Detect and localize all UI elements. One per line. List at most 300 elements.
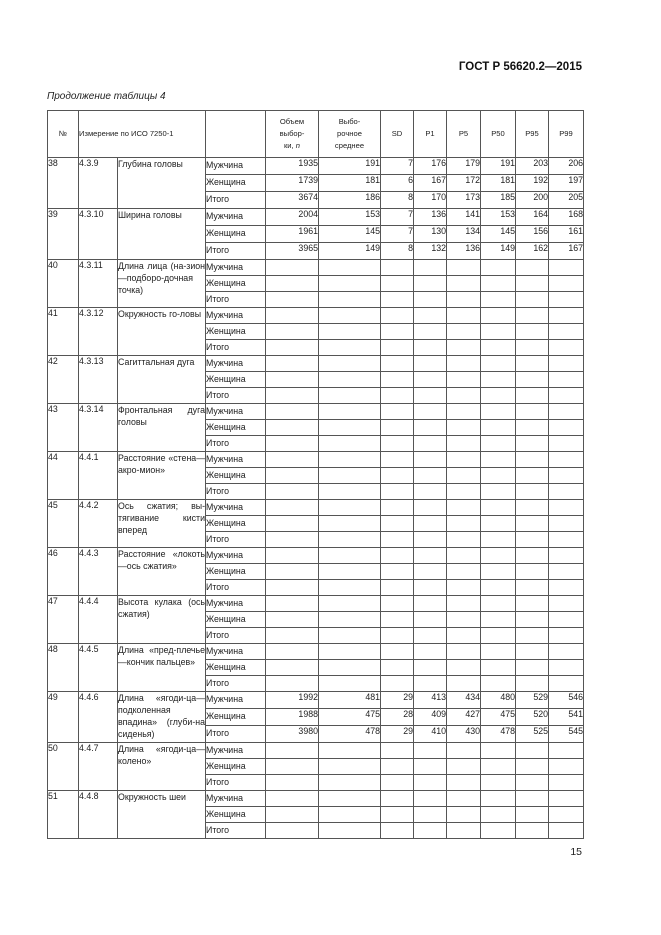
value-mean <box>319 260 381 276</box>
value-mean: 149 <box>319 243 381 260</box>
sex-group: Мужчина <box>206 644 266 660</box>
value-p99 <box>549 356 584 372</box>
value-p50 <box>481 660 516 676</box>
value-p99 <box>549 775 584 791</box>
table-header-row <box>48 111 584 158</box>
value-sd: 8 <box>381 192 414 209</box>
measurement-name: Длина «ягоди-ца—подколенная впадина» (глуби-на сиденья) <box>118 692 206 743</box>
value-p50 <box>481 276 516 292</box>
value-p99 <box>549 612 584 628</box>
value-p95 <box>516 644 549 660</box>
value-p5 <box>447 759 481 775</box>
value-n <box>266 612 319 628</box>
value-n <box>266 743 319 759</box>
value-p50 <box>481 807 516 823</box>
table-caption: Продолжение таблицы 4 <box>47 91 166 102</box>
value-p95 <box>516 468 549 484</box>
value-mean <box>319 484 381 500</box>
col-header-sex <box>206 111 266 158</box>
table-row <box>48 548 584 564</box>
value-p1 <box>414 580 447 596</box>
sex-group: Женщина <box>206 372 266 388</box>
iso-code: 4.3.10 <box>79 209 118 260</box>
value-p5 <box>447 807 481 823</box>
sex-group: Мужчина <box>206 404 266 420</box>
value-sd <box>381 564 414 580</box>
value-p5 <box>447 548 481 564</box>
col-header-p99: P99 <box>549 111 584 158</box>
value-p50 <box>481 324 516 340</box>
value-sd <box>381 372 414 388</box>
value-n <box>266 308 319 324</box>
col-header-measurement: Измерение по ИСО 7250-1 <box>79 111 206 158</box>
value-p1: 130 <box>414 226 447 243</box>
value-p5 <box>447 388 481 404</box>
value-p5 <box>447 580 481 596</box>
value-p1 <box>414 468 447 484</box>
value-p5: 136 <box>447 243 481 260</box>
measurement-name: Окружность го-ловы <box>118 308 206 356</box>
value-p5 <box>447 612 481 628</box>
col-header-sd: SD <box>381 111 414 158</box>
value-mean <box>319 775 381 791</box>
value-mean <box>319 452 381 468</box>
table-row <box>48 596 584 612</box>
col-header-p95: P95 <box>516 111 549 158</box>
value-p5: 173 <box>447 192 481 209</box>
value-p5 <box>447 484 481 500</box>
value-p99 <box>549 628 584 644</box>
value-p5 <box>447 260 481 276</box>
measurement-name: Расстояние «локоть—ось сжатия» <box>118 548 206 596</box>
value-mean: 186 <box>319 192 381 209</box>
value-sd <box>381 660 414 676</box>
value-p1 <box>414 660 447 676</box>
value-p95 <box>516 356 549 372</box>
sex-group: Мужчина <box>206 260 266 276</box>
value-p50 <box>481 292 516 308</box>
sex-group: Итого <box>206 823 266 839</box>
iso-code: 4.3.11 <box>79 260 118 308</box>
value-p99 <box>549 420 584 436</box>
value-p50 <box>481 308 516 324</box>
value-mean <box>319 612 381 628</box>
value-p99 <box>549 532 584 548</box>
measurement-name: Сагиттальная дуга <box>118 356 206 404</box>
value-p1 <box>414 548 447 564</box>
value-p1 <box>414 743 447 759</box>
value-p99 <box>549 596 584 612</box>
iso-code: 4.3.9 <box>79 158 118 209</box>
value-sd: 28 <box>381 709 414 726</box>
value-p5 <box>447 452 481 468</box>
value-sd <box>381 340 414 356</box>
value-p1 <box>414 628 447 644</box>
value-p95: 162 <box>516 243 549 260</box>
row-number: 43 <box>48 404 79 452</box>
value-p1 <box>414 292 447 308</box>
value-p1: 176 <box>414 158 447 175</box>
col-header-sample-mean-line: Выбо- <box>338 117 361 126</box>
value-p1 <box>414 388 447 404</box>
table-row <box>48 209 584 226</box>
measurement-name: Высота кулака (ось сжатия) <box>118 596 206 644</box>
sex-group: Итого <box>206 628 266 644</box>
value-sd <box>381 775 414 791</box>
value-sd <box>381 436 414 452</box>
value-p95 <box>516 436 549 452</box>
value-p1 <box>414 436 447 452</box>
sex-group: Мужчина <box>206 500 266 516</box>
value-p50: 181 <box>481 175 516 192</box>
col-header-sample-size-line: ки, n <box>283 141 301 150</box>
value-p50 <box>481 468 516 484</box>
value-mean: 191 <box>319 158 381 175</box>
iso-code: 4.4.3 <box>79 548 118 596</box>
value-p50 <box>481 436 516 452</box>
value-p1 <box>414 807 447 823</box>
value-p95 <box>516 516 549 532</box>
value-p1 <box>414 484 447 500</box>
sex-group: Женщина <box>206 759 266 775</box>
value-p99 <box>549 260 584 276</box>
value-n <box>266 759 319 775</box>
sex-group: Итого <box>206 340 266 356</box>
value-p1 <box>414 644 447 660</box>
value-p5: 427 <box>447 709 481 726</box>
value-mean <box>319 500 381 516</box>
value-p95 <box>516 548 549 564</box>
value-p50 <box>481 532 516 548</box>
value-mean: 153 <box>319 209 381 226</box>
value-mean <box>319 532 381 548</box>
value-p1 <box>414 276 447 292</box>
iso-code: 4.4.6 <box>79 692 118 743</box>
value-p50 <box>481 775 516 791</box>
value-p99 <box>549 807 584 823</box>
sex-group: Итого <box>206 484 266 500</box>
value-p1 <box>414 324 447 340</box>
row-number: 46 <box>48 548 79 596</box>
value-p1 <box>414 372 447 388</box>
value-p50: 145 <box>481 226 516 243</box>
value-p1 <box>414 676 447 692</box>
value-sd: 29 <box>381 726 414 743</box>
value-n <box>266 484 319 500</box>
value-n <box>266 823 319 839</box>
value-sd <box>381 807 414 823</box>
iso-code: 4.4.5 <box>79 644 118 692</box>
sex-group: Мужчина <box>206 692 266 709</box>
value-mean <box>319 308 381 324</box>
value-p1 <box>414 612 447 628</box>
value-sd <box>381 516 414 532</box>
value-p99 <box>549 388 584 404</box>
value-mean <box>319 676 381 692</box>
value-p99: 205 <box>549 192 584 209</box>
value-p95 <box>516 628 549 644</box>
value-p5 <box>447 516 481 532</box>
value-p50 <box>481 596 516 612</box>
table-row <box>48 260 584 276</box>
value-n <box>266 628 319 644</box>
value-sd <box>381 644 414 660</box>
value-p5 <box>447 743 481 759</box>
sex-group: Мужчина <box>206 308 266 324</box>
value-p95: 156 <box>516 226 549 243</box>
value-p95 <box>516 759 549 775</box>
measurement-name: Ширина головы <box>118 209 206 260</box>
value-p95 <box>516 580 549 596</box>
value-p95 <box>516 500 549 516</box>
table-row <box>48 308 584 324</box>
value-mean <box>319 436 381 452</box>
table-row <box>48 356 584 372</box>
value-sd <box>381 388 414 404</box>
value-p1 <box>414 452 447 468</box>
value-p5 <box>447 372 481 388</box>
value-sd: 8 <box>381 243 414 260</box>
value-mean <box>319 759 381 775</box>
value-p1 <box>414 340 447 356</box>
value-p50 <box>481 580 516 596</box>
value-p5 <box>447 823 481 839</box>
value-p99 <box>549 276 584 292</box>
value-n <box>266 276 319 292</box>
value-mean <box>319 564 381 580</box>
value-mean <box>319 388 381 404</box>
value-p50: 153 <box>481 209 516 226</box>
value-sd <box>381 548 414 564</box>
value-p5 <box>447 308 481 324</box>
value-n <box>266 468 319 484</box>
value-p99 <box>549 516 584 532</box>
value-p95 <box>516 791 549 807</box>
sex-group: Женщина <box>206 807 266 823</box>
value-sd <box>381 260 414 276</box>
sex-group: Женщина <box>206 516 266 532</box>
row-number: 47 <box>48 596 79 644</box>
row-number: 38 <box>48 158 79 209</box>
value-p1 <box>414 308 447 324</box>
value-sd <box>381 292 414 308</box>
value-p50 <box>481 340 516 356</box>
sex-group: Женщина <box>206 709 266 726</box>
sex-group: Женщина <box>206 660 266 676</box>
value-n <box>266 292 319 308</box>
value-mean <box>319 324 381 340</box>
value-p5 <box>447 292 481 308</box>
value-p1 <box>414 791 447 807</box>
value-sd <box>381 676 414 692</box>
value-p95 <box>516 324 549 340</box>
value-p50 <box>481 644 516 660</box>
sex-group: Мужчина <box>206 791 266 807</box>
value-sd <box>381 791 414 807</box>
value-p99: 546 <box>549 692 584 709</box>
value-p99 <box>549 308 584 324</box>
row-number: 50 <box>48 743 79 791</box>
value-p1 <box>414 516 447 532</box>
value-mean <box>319 340 381 356</box>
value-sd <box>381 596 414 612</box>
value-sd <box>381 356 414 372</box>
value-n <box>266 580 319 596</box>
iso-code: 4.3.13 <box>79 356 118 404</box>
value-p95 <box>516 564 549 580</box>
value-p1 <box>414 564 447 580</box>
value-p50 <box>481 516 516 532</box>
value-n: 3980 <box>266 726 319 743</box>
row-number: 48 <box>48 644 79 692</box>
value-sd <box>381 452 414 468</box>
row-number: 44 <box>48 452 79 500</box>
measurement-name: Окружность шеи <box>118 791 206 839</box>
value-mean <box>319 791 381 807</box>
value-n <box>266 564 319 580</box>
value-p5 <box>447 468 481 484</box>
value-p95 <box>516 532 549 548</box>
value-p50 <box>481 743 516 759</box>
value-mean <box>319 468 381 484</box>
value-mean: 478 <box>319 726 381 743</box>
sex-group: Итого <box>206 192 266 209</box>
value-sd: 7 <box>381 158 414 175</box>
value-p99 <box>549 580 584 596</box>
value-mean: 145 <box>319 226 381 243</box>
value-n <box>266 340 319 356</box>
sex-group: Женщина <box>206 612 266 628</box>
value-mean <box>319 743 381 759</box>
value-p99 <box>549 340 584 356</box>
table-row <box>48 158 584 175</box>
value-p50 <box>481 628 516 644</box>
value-p50: 149 <box>481 243 516 260</box>
value-n <box>266 596 319 612</box>
value-mean <box>319 580 381 596</box>
value-mean <box>319 548 381 564</box>
value-p50 <box>481 484 516 500</box>
measurement-name: Ось сжатия; вы-тягивание кисти вперед <box>118 500 206 548</box>
value-p95: 203 <box>516 158 549 175</box>
iso-code: 4.4.7 <box>79 743 118 791</box>
value-p1 <box>414 532 447 548</box>
value-p5 <box>447 532 481 548</box>
value-sd: 6 <box>381 175 414 192</box>
col-header-sample-mean-line: среднее <box>334 141 365 150</box>
value-p95 <box>516 292 549 308</box>
value-p99 <box>549 404 584 420</box>
measurement-name: Длина «пред-плечье—кончик пальцев» <box>118 644 206 692</box>
value-n <box>266 644 319 660</box>
value-p99: 545 <box>549 726 584 743</box>
row-number: 49 <box>48 692 79 743</box>
sex-group: Мужчина <box>206 548 266 564</box>
value-p95 <box>516 612 549 628</box>
table-row <box>48 644 584 660</box>
value-p50 <box>481 404 516 420</box>
value-p5 <box>447 356 481 372</box>
sex-group: Итого <box>206 775 266 791</box>
value-p99 <box>549 564 584 580</box>
measurements-table <box>47 110 584 839</box>
value-n <box>266 516 319 532</box>
value-p50 <box>481 564 516 580</box>
value-p1 <box>414 404 447 420</box>
value-p99 <box>549 468 584 484</box>
value-p50 <box>481 356 516 372</box>
value-p50: 480 <box>481 692 516 709</box>
sex-group: Мужчина <box>206 452 266 468</box>
value-sd <box>381 420 414 436</box>
value-p99: 168 <box>549 209 584 226</box>
value-p95 <box>516 676 549 692</box>
value-mean: 181 <box>319 175 381 192</box>
value-p95: 200 <box>516 192 549 209</box>
sex-group: Мужчина <box>206 209 266 226</box>
value-p5 <box>447 436 481 452</box>
value-p95 <box>516 452 549 468</box>
sex-group: Итого <box>206 436 266 452</box>
value-sd <box>381 743 414 759</box>
value-p5: 179 <box>447 158 481 175</box>
sex-group: Женщина <box>206 324 266 340</box>
table-body <box>48 158 584 839</box>
value-p1 <box>414 500 447 516</box>
value-n <box>266 452 319 468</box>
value-p1 <box>414 420 447 436</box>
value-sd <box>381 276 414 292</box>
sex-group: Женщина <box>206 420 266 436</box>
document-standard-number: ГОСТ Р 56620.2—2015 <box>458 61 582 73</box>
sex-group: Итого <box>206 243 266 260</box>
value-n: 3674 <box>266 192 319 209</box>
sex-group: Итого <box>206 726 266 743</box>
value-p50: 191 <box>481 158 516 175</box>
value-sd <box>381 468 414 484</box>
value-p95 <box>516 308 549 324</box>
value-n <box>266 388 319 404</box>
value-p50 <box>481 420 516 436</box>
iso-code: 4.3.12 <box>79 308 118 356</box>
value-sd <box>381 324 414 340</box>
value-p95 <box>516 807 549 823</box>
value-mean: 475 <box>319 709 381 726</box>
value-mean <box>319 356 381 372</box>
value-mean <box>319 276 381 292</box>
value-sd: 7 <box>381 209 414 226</box>
value-p50 <box>481 612 516 628</box>
value-n <box>266 324 319 340</box>
value-p5: 134 <box>447 226 481 243</box>
value-n: 3965 <box>266 243 319 260</box>
value-n <box>266 775 319 791</box>
value-mean <box>319 292 381 308</box>
value-p50: 475 <box>481 709 516 726</box>
value-p95: 164 <box>516 209 549 226</box>
value-p99 <box>549 660 584 676</box>
value-p99 <box>549 436 584 452</box>
value-n <box>266 548 319 564</box>
value-sd <box>381 580 414 596</box>
sex-group: Итого <box>206 388 266 404</box>
col-header-sample-size-line: Объем <box>279 117 305 126</box>
value-p1 <box>414 260 447 276</box>
value-p95 <box>516 775 549 791</box>
value-p5: 430 <box>447 726 481 743</box>
value-mean <box>319 628 381 644</box>
value-p99 <box>549 548 584 564</box>
